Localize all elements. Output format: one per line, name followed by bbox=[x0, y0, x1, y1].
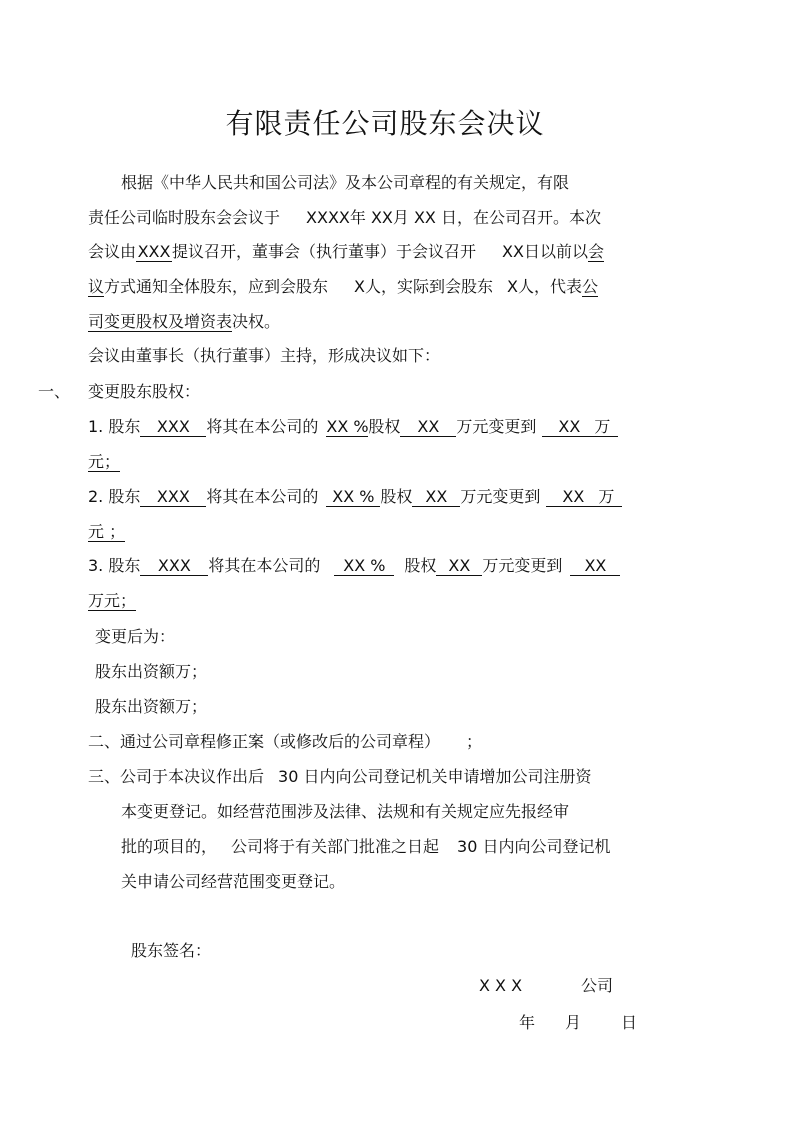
shareholder-name: XXX bbox=[140, 488, 206, 507]
equity-item-prefix: 2. 股东 bbox=[88, 487, 141, 506]
section-3-text: 三、公司于本决议作出后 bbox=[88, 767, 265, 786]
equity-item-mid: 将其在本公司的 bbox=[206, 487, 319, 506]
equity-item-mid: 将其在本公司的 bbox=[206, 417, 319, 436]
intro-line-5 bbox=[88, 312, 280, 332]
section-3-text: 30 日内向公司登记机 bbox=[457, 837, 611, 856]
equity-item-tail: 万元； bbox=[88, 591, 137, 610]
equity-change-label: 万元变更到 bbox=[460, 487, 541, 506]
attendance-required: 方式通知全体股东，应到会股东 bbox=[104, 277, 329, 296]
section-1-number: 一、 bbox=[38, 382, 71, 401]
equity-item-1-tail bbox=[88, 452, 120, 472]
voting-rights-suffix: 决权。 bbox=[232, 312, 281, 331]
equity-change-label: 万元变更到 bbox=[456, 417, 537, 436]
equity-target bbox=[542, 418, 618, 437]
document-title: 有限责任公司股东会决议 bbox=[225, 107, 545, 140]
after-change-label: 变更后为： bbox=[95, 627, 176, 646]
intro-line-1: 根据《中华人民共和国公司法》及本公司章程的有关规定，有限 bbox=[121, 173, 570, 192]
intro-line-6: 会议由董事长（执行董事）主持，形成决议如下： bbox=[88, 346, 441, 365]
equity-target: XX bbox=[570, 557, 620, 576]
convener-name: XXX bbox=[137, 242, 171, 261]
notice-method-part2: 议 bbox=[88, 277, 105, 296]
equity-amount: XX bbox=[436, 557, 482, 576]
equity-item-2-tail bbox=[88, 522, 125, 542]
equity-percent: XX % bbox=[326, 488, 380, 507]
equity-item-2 bbox=[88, 487, 622, 507]
shareholder-name: XXX bbox=[140, 557, 208, 576]
equity-item-1 bbox=[88, 417, 618, 437]
equity-item-prefix: 1. 股东 bbox=[88, 417, 141, 436]
section-2 bbox=[88, 732, 482, 752]
notice-method-part1: 会 bbox=[587, 242, 604, 261]
section-3-line-4: 关申请公司经营范围变更登记。 bbox=[121, 872, 346, 891]
meeting-date: XXXX年 XX月 XX 日，在公司召开。本次 bbox=[306, 208, 601, 227]
section-3-line-1 bbox=[88, 767, 591, 787]
equity-percent: XX % bbox=[326, 417, 369, 436]
section-2-semicolon: ； bbox=[466, 732, 483, 751]
convener-suffix: 提议召开，董事会（执行董事）于会议召开 bbox=[172, 242, 477, 261]
company-label: 公司 bbox=[581, 976, 614, 995]
equity-item-3-tail bbox=[88, 591, 136, 611]
section-3-line-2: 本变更登记。如经营范围涉及法律、法规和有关规定应先报经审 bbox=[121, 802, 570, 821]
voting-rights-part1: 公 bbox=[581, 277, 598, 296]
equity-label: 股权 bbox=[404, 556, 437, 575]
equity-target bbox=[546, 488, 622, 507]
convener-prefix: 会议由 bbox=[88, 242, 137, 261]
intro-line-4 bbox=[88, 277, 598, 297]
notice-days: XX日以前以 bbox=[502, 242, 588, 261]
date-month-label: 月 bbox=[565, 1013, 582, 1032]
equity-item-3 bbox=[88, 556, 620, 576]
equity-amount: XX bbox=[400, 418, 456, 437]
voting-rights-part2: 司变更股权及增资表 bbox=[88, 312, 233, 331]
attendance-represent: X人，代表 bbox=[507, 277, 582, 296]
section-3-line-3 bbox=[121, 837, 610, 857]
equity-item-tail: 元； bbox=[88, 452, 121, 471]
section-3-text: 批的项目的， bbox=[121, 837, 218, 856]
section-1-heading: 变更股东股权： bbox=[88, 382, 201, 401]
equity-amount: XX bbox=[412, 488, 460, 507]
equity-item-prefix: 3. 股东 bbox=[88, 556, 141, 575]
intro-line-3 bbox=[88, 242, 604, 262]
equity-change-label: 万元变更到 bbox=[482, 556, 563, 575]
section-3-text: 公司将于有关部门批准之日起 bbox=[231, 837, 440, 856]
date-year-label: 年 bbox=[519, 1013, 536, 1032]
section-2-text: 二、通过公司章程修正案（或修改后的公司章程） bbox=[88, 732, 441, 751]
equity-target-unit: 万 bbox=[598, 487, 615, 506]
capital-contribution-2: 股东出资额万； bbox=[95, 697, 208, 716]
date-day-label: 日 bbox=[621, 1013, 638, 1032]
equity-label: 股权 bbox=[368, 417, 401, 436]
equity-item-mid: 将其在本公司的 bbox=[208, 556, 321, 575]
capital-contribution-1: 股东出资额万； bbox=[95, 662, 208, 681]
equity-target-unit: 万 bbox=[594, 417, 611, 436]
equity-percent: XX % bbox=[334, 557, 394, 576]
shareholder-name: XXX bbox=[140, 418, 206, 437]
equity-target-value: XX bbox=[562, 487, 585, 506]
company-name: X X X bbox=[479, 976, 523, 995]
intro-line-2 bbox=[88, 208, 601, 228]
attendance-actual: X人，实际到会股东 bbox=[354, 277, 493, 296]
equity-label: 股权 bbox=[380, 487, 413, 506]
shareholder-signature-label: 股东签名： bbox=[131, 941, 212, 960]
meeting-date-prefix: 责任公司临时股东会会议于 bbox=[88, 208, 281, 227]
equity-target-value: XX bbox=[558, 417, 581, 436]
equity-item-tail: 元 ； bbox=[88, 522, 126, 541]
section-3-text: 30 日内向公司登记机关申请增加公司注册资 bbox=[278, 767, 592, 786]
